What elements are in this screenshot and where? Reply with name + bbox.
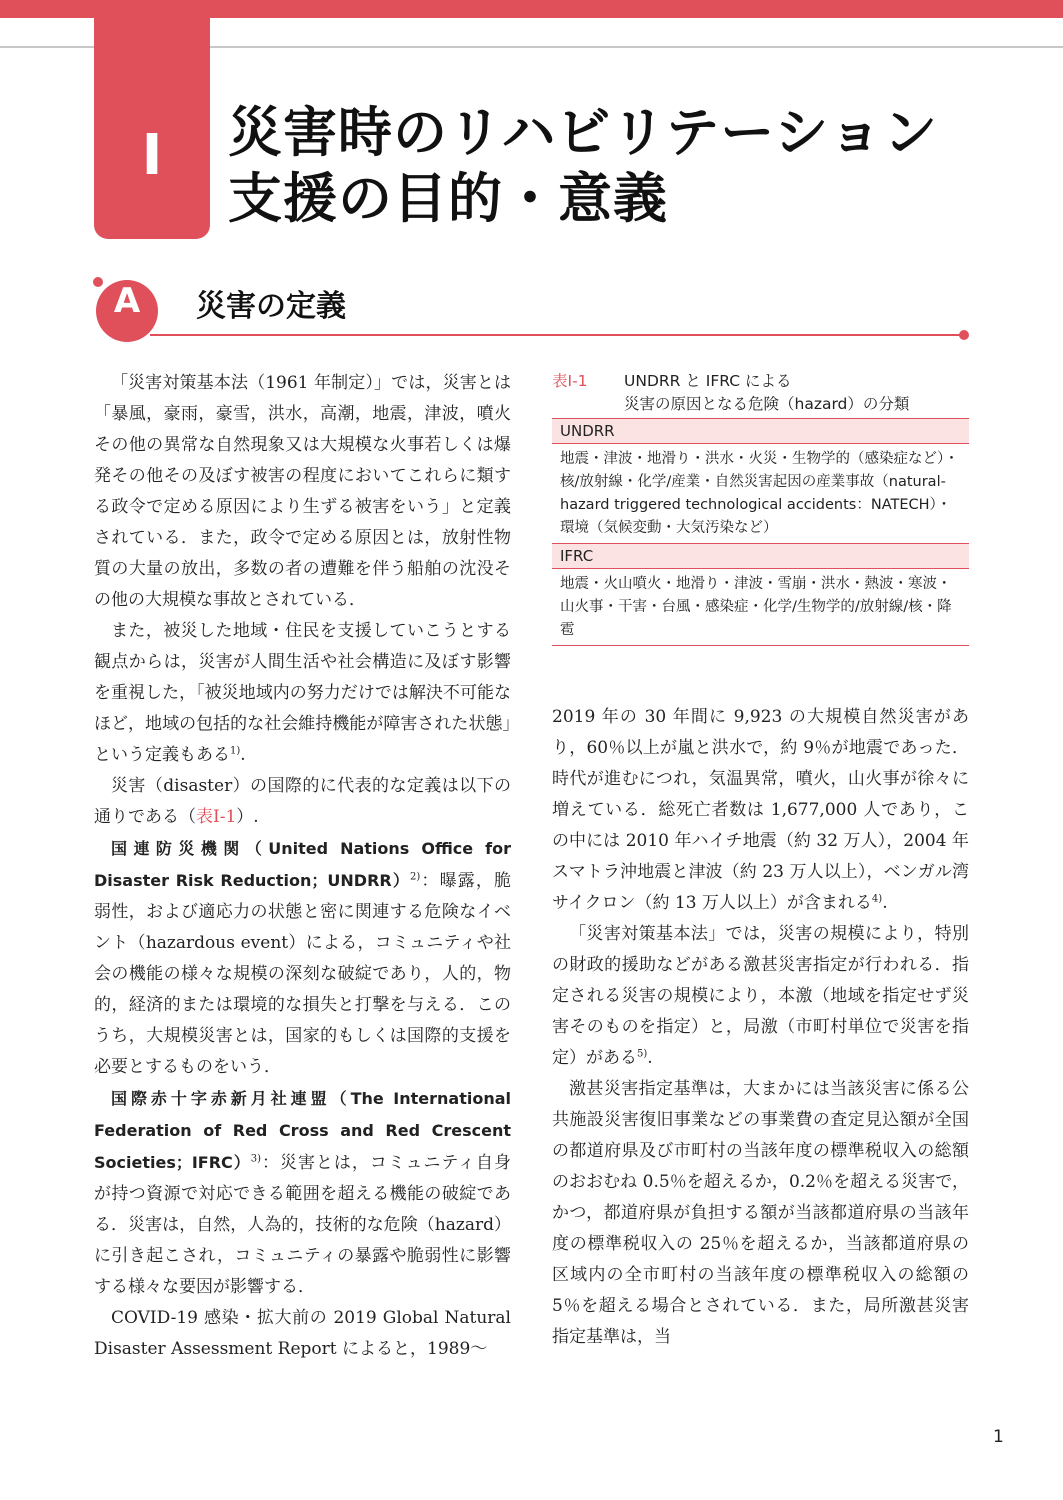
paragraph-end: . [240, 745, 246, 765]
paragraph-text: 「災害対策基本法」では，災害の規模により，特別の財政的援助などがある激甚災害指定が行われる．指定される災害の規模により，本激（地域を指定せず災害そのものを指定）と，局激（市町村単位で災害を指定）がある [552, 924, 969, 1068]
paragraph-text: 災害（disaster）の国際的に代表的な定義は以下の通りである（ [94, 776, 511, 827]
left-text-column [94, 368, 511, 1365]
citation-2: 2) [410, 871, 421, 883]
table-reference-link[interactable]: 表Ⅰ-1 [196, 807, 237, 827]
citation-1: 1) [230, 745, 241, 757]
term-undrr: 国連防災機関（United Nations Office for Disaster Risk Reduction；UNDRR） [94, 839, 511, 890]
paragraph-end: . [647, 1048, 653, 1068]
chapter-title [228, 100, 938, 232]
hazard-table [552, 370, 969, 646]
paragraph-text: 2019 年の 30 年間に 9,923 の大規模自然災害があり，60％以上が嵐と洪水で，約 9％が地震であった．時代が進むにつれ，気温異常，噴火，山火事が徐々に増えている．総死亡者数は 1,677,000 人であり，この中には 2010 年ハイチ地震（約 32 万人），2004 年スマトラ沖地震と津波（約 23 万人以上），ベンガル湾サイクロン（約 13 万人以上）が含まれる [552, 707, 969, 913]
citation-4: 4) [871, 893, 883, 905]
paragraph-designation-criteria: 激甚災害指定基準は，大まかには当該災害に係る公共施設災害復旧事業などの事業費の査定見込額が全国の都道府県及び市町村の当該年度の標準税収入の総額のおおむね 0.5％を超えるか，0.2％を超える災害で，かつ，都道府県が負担する額が当該都道府県の当該年度の標準税収入の 25％を超えるか，当該都道府県の区域内の全市町村の当該年度の標準税収入の総額の 5％を超える場合とされている．また，局所激甚災害指定基準は，当 [552, 1079, 969, 1347]
paragraph-law-definition: 「災害対策基本法（1961 年制定）」では，災害とは「暴風，豪雨，豪雪，洪水，高潮，地震，津波，噴火その他の異常な自然現象又は大規模な火事若しくは爆発その他その及ぼす被害の程度においてこれらに類する政令で定める原因により生ずる被害をいう」と定義されている．また，政令で定める原因とは，放射性物質の大量の放出，多数の者の遭難を伴う船舶の沈没その他の大規模な事故とされている． [94, 373, 511, 610]
chapter-number: I [141, 123, 163, 188]
paragraph-disaster-statistics [552, 702, 969, 919]
paragraph-text: ：曝露，脆弱性，および適応力の状態と密に関連する危険なイベント（hazardous event）による，コミュニティや社会の機能の様々な規模の深刻な破綻であり，人的，物的，経済的または環境的な損失と打撃を与える．このうち，大規模災害とは，国家的もしくは国際的支援を必要とするものをいう． [94, 871, 512, 1077]
paragraph-covid-report: COVID-19 感染・拡大前の 2019 Global Natural Disaster Assessment Report によると，1989〜 [94, 1308, 511, 1359]
page-number: 1 [993, 1427, 1004, 1447]
chapter-title-line-2: 支援の目的・意義 [228, 167, 668, 230]
table-body [552, 418, 969, 646]
table-caption [552, 370, 969, 416]
term-ifrc: 国際赤十字赤新月社連盟（The International Federation of Red Cross and Red Crescent Societies；IFRC） [94, 1089, 511, 1172]
chapter-title-line-1: 災害時のリハビリテーション [228, 101, 939, 164]
section-letter-badge [96, 280, 158, 342]
citation-5: 5) [637, 1048, 648, 1060]
section-rule-end-dot [959, 330, 969, 340]
table-number: 表Ⅰ-1 [552, 372, 588, 390]
paragraph-support-definition [94, 616, 511, 771]
paragraph-text: ：災害とは，コミュニティ自身が持つ資源で対応できる範囲を超える機能の破綻である．災害は，自然，人為的，技術的な危険（hazard）に引き起こされ，コミュニティの暴露や脆弱性に影響する様々な要因が影響する． [94, 1153, 511, 1297]
citation-3: 3) [250, 1153, 262, 1165]
table-caption-line-2: 災害の原因となる危険（hazard）の分類 [624, 395, 910, 413]
section-rule [150, 334, 960, 336]
table-cell-ifrc: 地震・火山噴火・地滑り・津波・雪崩・洪水・熱波・寒波・山火事・干害・台風・感染症・化学/生物学的/放射線/核・降雹 [552, 569, 969, 646]
chapter-tab [94, 18, 210, 239]
paragraph-ifrc [94, 1083, 511, 1303]
table-caption-text [624, 370, 969, 416]
top-accent-bar [0, 0, 1063, 18]
paragraph-international-definitions [94, 771, 511, 833]
table-header-ifrc: IFRC [552, 544, 969, 569]
section-letter: A [113, 281, 141, 321]
paragraph-end: ）. [236, 807, 259, 827]
paragraph-end: . [882, 893, 888, 913]
paragraph-undrr [94, 833, 511, 1083]
table-caption-line-1: UNDRR と IFRC による [624, 372, 792, 390]
paragraph-text: また，被災した地域・住民を支援していこうとする観点からは，災害が人間生活や社会構造に及ぼす影響を重視した，「被災地域内の努力だけでは解決不可能なほど，地域の包括的な社会維持機能が障害された状態」という定義もある [94, 621, 511, 765]
paragraph-severe-disaster [552, 919, 969, 1074]
right-text-column [552, 702, 969, 1353]
section-title: 災害の定義 [196, 289, 346, 324]
table-cell-undrr: 地震・津波・地滑り・洪水・火災・生物学的（感染症など）・核/放射線・化学/産業・自然災害起因の産業事故（natural-hazard triggered technological accidents：NATECH）・環境（気候変動・大気汚染など） [552, 444, 969, 544]
table-header-undrr: UNDRR [552, 419, 969, 444]
